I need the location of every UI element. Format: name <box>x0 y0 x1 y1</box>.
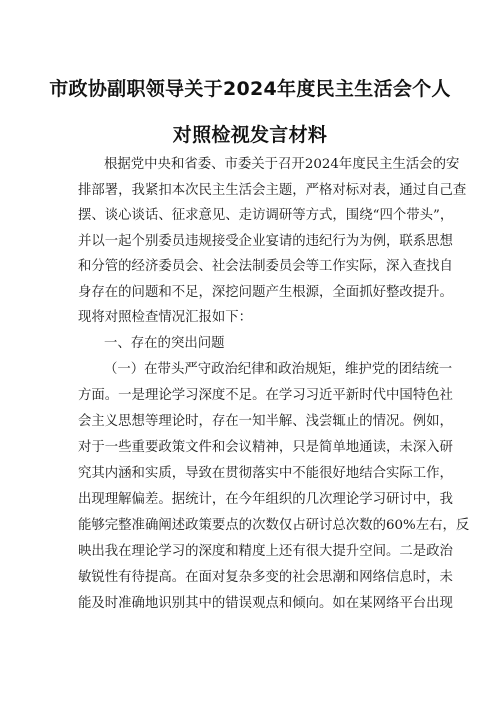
paragraph-line: 映出我在理论学习的深度和精度上还有很大提升空间。二是政治 <box>78 544 453 559</box>
paragraph-line: 敏锐性有待提高。在面对复杂多变的社会思潮和网络信息时，未 <box>78 570 453 585</box>
paragraph-line: 方面。一是理论学习深度不足。在学习习近平新时代中国特色社 <box>78 388 453 403</box>
section-heading: 一、存在的突出问题 <box>104 336 225 351</box>
paragraph-line: 身存在的问题和不足，深挖问题产生根源，全面抓好整改提升。 <box>78 285 453 300</box>
paragraph-line: 究其内涵和实质，导致在贯彻落实中不能很好地结合实际工作， <box>78 466 453 481</box>
paragraph-line: 出现理解偏差。据统计，在今年组织的几次理论学习研讨中，我 <box>78 492 453 507</box>
subsection-heading-line: （一）在带头严守政治纪律和政治规矩，维护党的团结统一 <box>104 362 453 377</box>
paragraph-line: 能及时准确地识别其中的错误观点和倾向。如在某网络平台出现 <box>78 596 453 611</box>
paragraph-line: 排部署，我紧扣本次民主生活会主题，严格对标对表，通过自己查 <box>78 183 467 198</box>
paragraph-line: 会主义思想等理论时，存在一知半解、浅尝辄止的情况。例如， <box>78 414 453 429</box>
paragraph-line: 根据党中央和省委、市委关于召开2024年度民主生活会的安 <box>104 157 460 172</box>
document-title-line-1: 市政协副职领导关于2024年度民主生活会个人 <box>49 78 451 100</box>
paragraph-line: 能够完整准确阐述政策要点的次数仅占研讨总次数的60%左右，反 <box>78 518 470 533</box>
paragraph-line: 和分管的经济委员会、社会法制委员会等工作实际，深入查找自 <box>78 259 453 274</box>
paragraph-line: 现将对照检查情况汇报如下： <box>78 310 253 325</box>
paragraph-line: 对于一些重要政策文件和会议精神，只是简单地通读，未深入研 <box>78 440 453 455</box>
paragraph-line: 摆、谈心谈话、征求意见、走访调研等方式，围绕“四个带头”， <box>78 208 454 223</box>
document-title-line-2: 对照检视发言材料 <box>172 124 328 146</box>
paragraph-line: 并以一起个别委员违规接受企业宴请的违纪行为为例，联系思想 <box>78 234 453 249</box>
